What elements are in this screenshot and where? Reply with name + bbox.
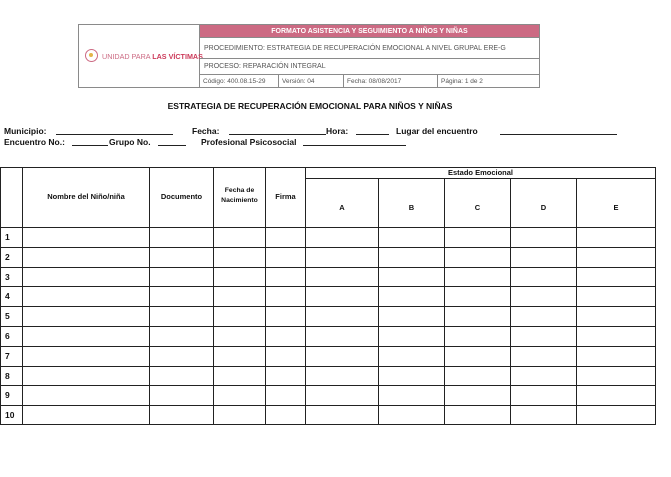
row-number: 8 <box>5 371 10 381</box>
colombia-seal-icon <box>85 49 98 62</box>
col-header-estado-e: E <box>613 203 619 212</box>
format-title: FORMATO ASISTENCIA Y SEGUIMIENTO A NIÑOS Y NIÑAS <box>200 25 539 38</box>
organization-logo <box>102 52 203 61</box>
row-number: 10 <box>5 410 15 420</box>
col-header-estado-c: C <box>474 203 481 212</box>
col-header-estado-b: B <box>408 203 415 212</box>
hora-label: Hora: <box>326 126 349 136</box>
procedure-label: PROCEDIMIENTO: ESTRATEGIA DE RECUPERACIÓN EMOCIONAL A NIVEL GRUPAL ERE-G <box>200 38 539 59</box>
col-header-estado-d: D <box>540 203 547 212</box>
row-number: 6 <box>5 331 10 341</box>
logo-text-part1: UNIDAD PARA <box>102 52 153 61</box>
row-number: 1 <box>5 232 10 242</box>
version-label: Versión: 04 <box>279 75 344 87</box>
col-header-estado-emocional: Estado Emocional <box>447 168 513 177</box>
document-header <box>78 24 540 88</box>
document-title: ESTRATEGIA DE RECUPERACIÓN EMOCIONAL PARA NIÑOS Y NIÑAS <box>167 101 453 111</box>
col-header-firma: Firma <box>275 192 296 201</box>
logo-text-part2: LAS VÍCTIMAS <box>152 52 203 61</box>
fecha-field[interactable] <box>229 134 326 135</box>
col-header-nombre: Nombre del Niño/niña <box>47 192 125 201</box>
page-label: Página: 1 de 2 <box>441 77 483 85</box>
process-label: PROCESO: REPARACIÓN INTEGRAL <box>200 59 539 75</box>
row-number: 2 <box>5 252 10 262</box>
grupo-field[interactable] <box>158 145 186 146</box>
grupo-label: Grupo No. <box>109 137 151 147</box>
profesional-field[interactable] <box>303 145 406 146</box>
col-header-documento: Documento <box>160 192 203 201</box>
municipio-field[interactable] <box>56 134 173 135</box>
row-number: 9 <box>5 390 10 400</box>
encuentro-label: Encuentro No.: <box>4 137 65 147</box>
document-codes-row <box>200 75 539 87</box>
row-number: 3 <box>5 272 10 282</box>
row-number: 4 <box>5 291 10 301</box>
col-header-fecha-nacimiento-1: Fecha de <box>224 187 255 194</box>
col-header-fecha-nacimiento-2: Nacimiento <box>221 197 258 204</box>
lugar-field[interactable] <box>500 134 617 135</box>
logo-cell <box>79 25 203 87</box>
col-header-estado-a: A <box>339 203 345 212</box>
row-number: 7 <box>5 351 10 361</box>
municipio-label: Municipio: <box>4 126 47 136</box>
date-label: Fecha: 08/08/2017 <box>344 75 438 87</box>
encuentro-field[interactable] <box>72 145 108 146</box>
hora-field[interactable] <box>356 134 389 135</box>
row-number: 5 <box>5 311 10 321</box>
profesional-label: Profesional Psicosocial <box>201 137 297 147</box>
code-label: Código: 400.08.15-29 <box>200 75 279 87</box>
fecha-label: Fecha: <box>192 126 220 136</box>
lugar-label: Lugar del encuentro <box>396 126 478 136</box>
